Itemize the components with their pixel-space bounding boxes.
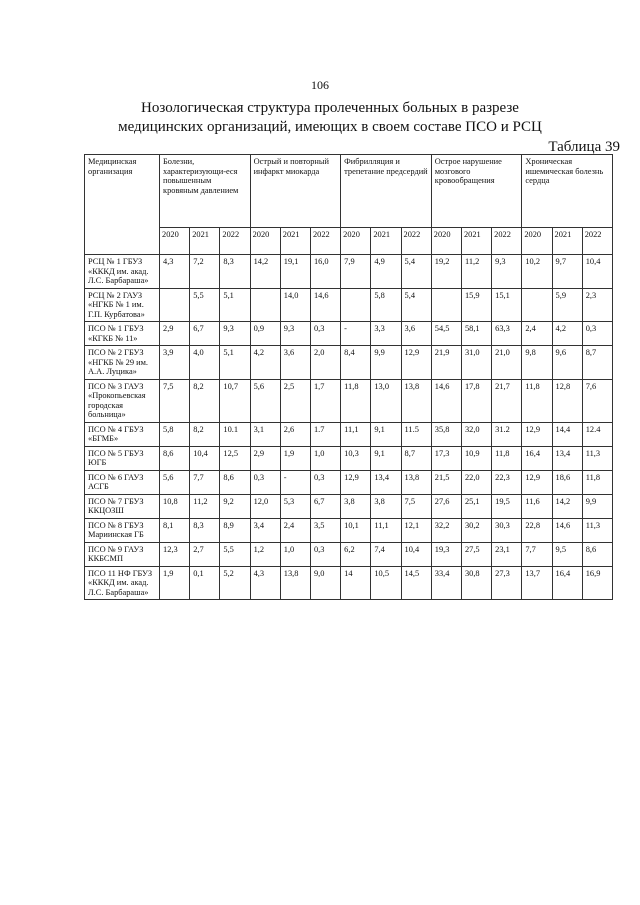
value-cell: 10,2: [522, 255, 552, 289]
table-header-row: [85, 155, 613, 228]
value-cell: 5,6: [250, 379, 280, 422]
value-cell: 12,5: [220, 446, 250, 470]
org-cell: ПСО № 4 ГБУЗ «БГМБ»: [85, 422, 160, 446]
value-cell: 30,3: [492, 518, 522, 542]
value-cell: -: [341, 322, 371, 346]
value-cell: 21,0: [492, 346, 522, 380]
value-cell: 9,5: [552, 542, 582, 566]
table-row: [85, 255, 613, 289]
value-cell: 11,8: [341, 379, 371, 422]
value-cell: 2,5: [280, 379, 310, 422]
table-row: [85, 422, 613, 446]
year-header: 2022: [582, 228, 612, 255]
value-cell: 8,9: [220, 518, 250, 542]
value-cell: 3,6: [280, 346, 310, 380]
value-cell: 10,4: [401, 542, 431, 566]
value-cell: 3,9: [160, 346, 190, 380]
value-cell: 4,0: [190, 346, 220, 380]
value-cell: 12,9: [401, 346, 431, 380]
value-cell: 6,7: [190, 322, 220, 346]
value-cell: 31,0: [461, 346, 491, 380]
value-cell: 12,1: [401, 518, 431, 542]
table-row: [85, 346, 613, 380]
year-header: 2021: [552, 228, 582, 255]
value-cell: 14,4: [552, 422, 582, 446]
value-cell: 10,5: [371, 566, 401, 600]
table-row: [85, 379, 613, 422]
value-cell: 2,6: [280, 422, 310, 446]
org-cell: ПСО № 8 ГБУЗ Мариинская ГБ: [85, 518, 160, 542]
value-cell: 19,5: [492, 494, 522, 518]
value-cell: 4,2: [250, 346, 280, 380]
value-cell: 1,2: [250, 542, 280, 566]
value-cell: 9,6: [552, 346, 582, 380]
value-cell: 4,9: [371, 255, 401, 289]
value-cell: 11,6: [522, 494, 552, 518]
value-cell: 12,9: [522, 422, 552, 446]
value-cell: 5,4: [401, 288, 431, 322]
value-cell: 9,3: [220, 322, 250, 346]
value-cell: 10,1: [341, 518, 371, 542]
value-cell: 32,0: [461, 422, 491, 446]
year-header: 2021: [371, 228, 401, 255]
year-header: 2022: [220, 228, 250, 255]
value-cell: 2,7: [190, 542, 220, 566]
value-cell: 9,7: [552, 255, 582, 289]
year-header: 2021: [280, 228, 310, 255]
value-cell: 11,1: [341, 422, 371, 446]
value-cell: 5,2: [220, 566, 250, 600]
value-cell: 8,3: [220, 255, 250, 289]
value-cell: 14,0: [280, 288, 310, 322]
value-cell: [341, 288, 371, 322]
value-cell: 3,4: [250, 518, 280, 542]
table-row: [85, 518, 613, 542]
year-header: 2020: [160, 228, 190, 255]
table-row: [85, 288, 613, 322]
year-header: 2022: [492, 228, 522, 255]
value-cell: 12,0: [250, 494, 280, 518]
value-cell: 5,8: [371, 288, 401, 322]
value-cell: 12,8: [552, 379, 582, 422]
table-row: [85, 470, 613, 494]
table-row: [85, 322, 613, 346]
value-cell: 10,3: [341, 446, 371, 470]
value-cell: 0,3: [310, 470, 340, 494]
org-cell: РСЦ № 1 ГБУЗ «КККД им. акад. Л.С. Барбараша»: [85, 255, 160, 289]
value-cell: 5,5: [220, 542, 250, 566]
value-cell: 0,3: [582, 322, 612, 346]
value-cell: 13,4: [552, 446, 582, 470]
value-cell: 58,1: [461, 322, 491, 346]
value-cell: 7,9: [341, 255, 371, 289]
value-cell: 27,6: [431, 494, 461, 518]
value-cell: 13,8: [280, 566, 310, 600]
value-cell: 8,7: [401, 446, 431, 470]
value-cell: 9,0: [310, 566, 340, 600]
value-cell: 14,6: [310, 288, 340, 322]
org-cell: ПСО № 7 ГБУЗ ККЦОЗШ: [85, 494, 160, 518]
value-cell: 35,8: [431, 422, 461, 446]
value-cell: 21,9: [431, 346, 461, 380]
value-cell: 6,2: [341, 542, 371, 566]
year-header: 2020: [341, 228, 371, 255]
value-cell: 8,1: [160, 518, 190, 542]
org-column-header: Медицинская организация: [85, 155, 160, 255]
value-cell: 9,2: [220, 494, 250, 518]
group-header: Болезни, характеризующи-еся повышенным кровяным давлением: [160, 155, 251, 228]
value-cell: 5,4: [401, 255, 431, 289]
value-cell: 13,8: [401, 379, 431, 422]
value-cell: 0,3: [310, 542, 340, 566]
value-cell: 17,8: [461, 379, 491, 422]
value-cell: 11.5: [401, 422, 431, 446]
value-cell: 10,4: [190, 446, 220, 470]
year-header: 2020: [250, 228, 280, 255]
value-cell: 10,7: [220, 379, 250, 422]
value-cell: 16,0: [310, 255, 340, 289]
value-cell: 9,3: [280, 322, 310, 346]
table-row: [85, 542, 613, 566]
group-header: Острое нарушение мозгового кровообращения: [431, 155, 522, 228]
value-cell: 7,6: [582, 379, 612, 422]
value-cell: 11,1: [371, 518, 401, 542]
value-cell: 9,8: [522, 346, 552, 380]
org-cell: ПСО № 5 ГБУЗ ЮГБ: [85, 446, 160, 470]
value-cell: 1,9: [280, 446, 310, 470]
group-header: Острый и повторный инфаркт миокарда: [250, 155, 341, 228]
value-cell: 16,4: [552, 566, 582, 600]
value-cell: 10.1: [220, 422, 250, 446]
value-cell: 32,2: [431, 518, 461, 542]
value-cell: 7,7: [522, 542, 552, 566]
value-cell: 8,7: [582, 346, 612, 380]
value-cell: 13,8: [401, 470, 431, 494]
value-cell: 14,2: [552, 494, 582, 518]
value-cell: 8,6: [160, 446, 190, 470]
value-cell: 21,5: [431, 470, 461, 494]
value-cell: 14,2: [250, 255, 280, 289]
table-caption: Таблица 39: [548, 139, 620, 155]
value-cell: 4,3: [160, 255, 190, 289]
value-cell: 11,3: [582, 518, 612, 542]
org-cell: ПСО № 9 ГАУЗ ККБСМП: [85, 542, 160, 566]
value-cell: 23,1: [492, 542, 522, 566]
value-cell: 33,4: [431, 566, 461, 600]
value-cell: 5,3: [280, 494, 310, 518]
page-title: Нозологическая структура пролеченных больных в разрезе медицинских организаций, имеющих в своем составе ПСО и РСЦ: [118, 100, 542, 135]
value-cell: 2,3: [582, 288, 612, 322]
value-cell: 17,3: [431, 446, 461, 470]
value-cell: -: [280, 470, 310, 494]
value-cell: 21,7: [492, 379, 522, 422]
org-cell: ПСО № 6 ГАУЗ АСГБ: [85, 470, 160, 494]
value-cell: 11,3: [582, 446, 612, 470]
value-cell: 22,3: [492, 470, 522, 494]
value-cell: 11,8: [492, 446, 522, 470]
value-cell: 6,7: [310, 494, 340, 518]
value-cell: 8,6: [582, 542, 612, 566]
value-cell: 10,4: [582, 255, 612, 289]
value-cell: 5,1: [220, 288, 250, 322]
value-cell: 7,4: [371, 542, 401, 566]
group-header: Фибрилляция и трепетание предсердий: [341, 155, 432, 228]
value-cell: 3,6: [401, 322, 431, 346]
value-cell: 8,2: [190, 422, 220, 446]
table-body: [85, 255, 613, 600]
value-cell: 9,9: [582, 494, 612, 518]
value-cell: 1.7: [310, 422, 340, 446]
value-cell: 14,6: [552, 518, 582, 542]
value-cell: 5,6: [160, 470, 190, 494]
value-cell: 22,8: [522, 518, 552, 542]
nosology-table: [84, 154, 613, 600]
value-cell: 3,8: [371, 494, 401, 518]
page-number: 106: [311, 78, 329, 92]
year-header: 2020: [522, 228, 552, 255]
value-cell: 2,4: [522, 322, 552, 346]
value-cell: 9,1: [371, 422, 401, 446]
value-cell: 19,2: [431, 255, 461, 289]
value-cell: 2,9: [160, 322, 190, 346]
org-cell: ПСО № 1 ГБУЗ «КГКБ № 11»: [85, 322, 160, 346]
value-cell: 0,9: [250, 322, 280, 346]
value-cell: 7,5: [160, 379, 190, 422]
value-cell: 14: [341, 566, 371, 600]
value-cell: 12,9: [522, 470, 552, 494]
year-header: 2021: [190, 228, 220, 255]
value-cell: 19,1: [280, 255, 310, 289]
value-cell: [522, 288, 552, 322]
value-cell: 2,9: [250, 446, 280, 470]
value-cell: 0,3: [310, 322, 340, 346]
value-cell: 3,5: [310, 518, 340, 542]
value-cell: 8,4: [341, 346, 371, 380]
org-cell: ПСО 11 НФ ГБУЗ «КККД им. акад. Л.С. Барбараша»: [85, 566, 160, 600]
value-cell: [250, 288, 280, 322]
value-cell: 8,6: [220, 470, 250, 494]
value-cell: 5,8: [160, 422, 190, 446]
table-row: [85, 494, 613, 518]
value-cell: 9,9: [371, 346, 401, 380]
value-cell: 4,2: [552, 322, 582, 346]
value-cell: 7,5: [401, 494, 431, 518]
value-cell: 7,2: [190, 255, 220, 289]
value-cell: 0,1: [190, 566, 220, 600]
value-cell: 5,1: [220, 346, 250, 380]
value-cell: 5,9: [552, 288, 582, 322]
value-cell: 27,5: [461, 542, 491, 566]
value-cell: 1,7: [310, 379, 340, 422]
value-cell: 8,3: [190, 518, 220, 542]
value-cell: 15,9: [461, 288, 491, 322]
value-cell: 19,3: [431, 542, 461, 566]
table-row: [85, 446, 613, 470]
value-cell: 2,4: [280, 518, 310, 542]
org-cell: РСЦ № 2 ГАУЗ «НГКБ № 1 им. Г.П. Курбатова»: [85, 288, 160, 322]
value-cell: 15,1: [492, 288, 522, 322]
value-cell: 5,5: [190, 288, 220, 322]
value-cell: 11,8: [582, 470, 612, 494]
value-cell: 1,0: [280, 542, 310, 566]
value-cell: 13,4: [371, 470, 401, 494]
year-header: 2020: [431, 228, 461, 255]
value-cell: 14,6: [431, 379, 461, 422]
value-cell: 1,9: [160, 566, 190, 600]
value-cell: 27,3: [492, 566, 522, 600]
value-cell: 3,3: [371, 322, 401, 346]
value-cell: 18,6: [552, 470, 582, 494]
value-cell: 63,3: [492, 322, 522, 346]
value-cell: 10,9: [461, 446, 491, 470]
year-header: 2021: [461, 228, 491, 255]
table-row: [85, 566, 613, 600]
value-cell: 13,0: [371, 379, 401, 422]
year-header: 2022: [310, 228, 340, 255]
value-cell: 12,3: [160, 542, 190, 566]
value-cell: 12,9: [341, 470, 371, 494]
value-cell: 11,2: [461, 255, 491, 289]
value-cell: 13,7: [522, 566, 552, 600]
value-cell: 22,0: [461, 470, 491, 494]
value-cell: 10,8: [160, 494, 190, 518]
value-cell: [431, 288, 461, 322]
value-cell: 9,3: [492, 255, 522, 289]
value-cell: 9,1: [371, 446, 401, 470]
value-cell: 3,8: [341, 494, 371, 518]
value-cell: 4,3: [250, 566, 280, 600]
value-cell: 11,2: [190, 494, 220, 518]
value-cell: 2,0: [310, 346, 340, 380]
year-header-row: [85, 228, 613, 255]
value-cell: 54,5: [431, 322, 461, 346]
group-header: Хроническая ишемическая болезнь сердца: [522, 155, 613, 228]
value-cell: 11,8: [522, 379, 552, 422]
year-header: 2022: [401, 228, 431, 255]
value-cell: [160, 288, 190, 322]
org-cell: ПСО № 2 ГБУЗ «НГКБ № 29 им. А.А. Луцика»: [85, 346, 160, 380]
value-cell: 1,0: [310, 446, 340, 470]
value-cell: 12.4: [582, 422, 612, 446]
value-cell: 3,1: [250, 422, 280, 446]
value-cell: 0,3: [250, 470, 280, 494]
value-cell: 14,5: [401, 566, 431, 600]
value-cell: 30,8: [461, 566, 491, 600]
value-cell: 30,2: [461, 518, 491, 542]
value-cell: 16,4: [522, 446, 552, 470]
value-cell: 31.2: [492, 422, 522, 446]
value-cell: 16,9: [582, 566, 612, 600]
value-cell: 7,7: [190, 470, 220, 494]
org-cell: ПСО № 3 ГАУЗ «Прокопьевская городская больница»: [85, 379, 160, 422]
value-cell: 8,2: [190, 379, 220, 422]
value-cell: 25,1: [461, 494, 491, 518]
